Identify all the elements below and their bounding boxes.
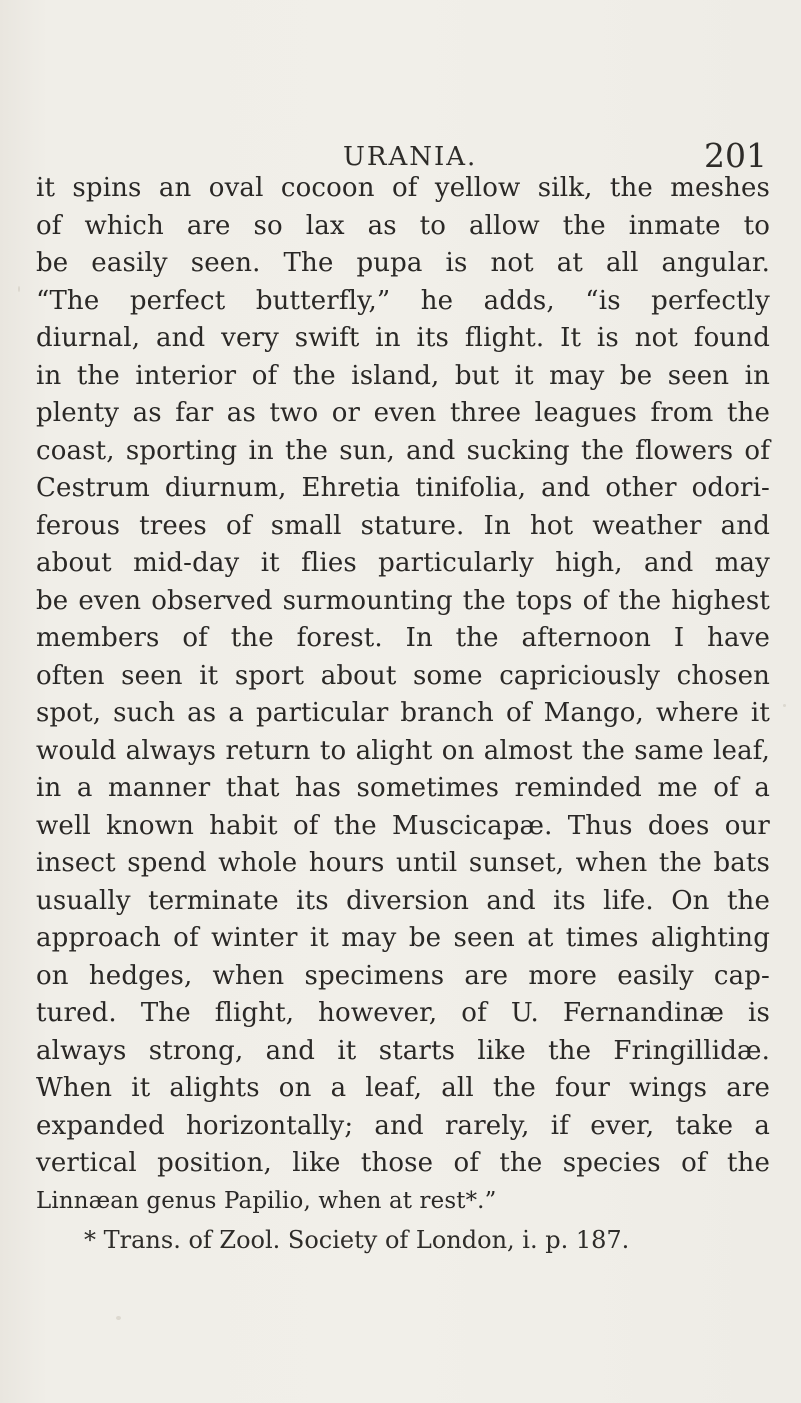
text-line: Cestrum diurnum, Ehretia tinifolia, and other odori-: [36, 473, 770, 503]
text-line: about mid-day it flies particularly high, and may: [36, 548, 770, 578]
footnote: * Trans. of Zool. Society of London, i. p. 187.: [84, 1226, 630, 1254]
text-line: always strong, and it starts like the Fringillidæ.: [36, 1035, 770, 1066]
text-line: Linnæan genus Papilio, when at rest*.”: [36, 1187, 497, 1214]
text-line: be easily seen. The pupa is not at all angular.: [36, 248, 770, 278]
text-line: would always return to alight on almost the same leaf,: [36, 735, 770, 766]
paper-speck: [18, 286, 20, 292]
text-line: of which are so lax as to allow the inmate to: [36, 210, 770, 241]
running-head-title: URANIA.: [343, 142, 478, 172]
text-line: members of the forest. In the afternoon I have: [36, 623, 770, 653]
paper-speck: [783, 704, 786, 707]
text-line: in a manner that has sometimes reminded me of a: [36, 773, 770, 803]
text-line: in the interior of the island, but it may be seen in: [36, 360, 770, 391]
text-line: be even observed surmounting the tops of the highest: [36, 585, 770, 616]
text-line: spot, such as a particular branch of Mango, where it: [36, 698, 770, 728]
text-line: coast, sporting in the sun, and sucking the flowers of: [36, 435, 770, 466]
text-line: plenty as far as two or even three leagues from the: [36, 398, 770, 428]
text-line: insect spend whole hours until sunset, when the bats: [36, 848, 770, 878]
paper-speck: [116, 1316, 121, 1320]
text-line: it spins an oval cocoon of yellow silk, the meshes: [36, 173, 770, 203]
text-line: on hedges, when specimens are more easily cap-: [36, 960, 770, 991]
running-head: [0, 126, 801, 176]
page-number: 201: [704, 136, 767, 175]
text-line: often seen it sport about some capriciously chosen: [36, 660, 770, 691]
text-line: tured. The flight, however, of U. Fernandinæ is: [36, 998, 770, 1028]
text-line: ferous trees of small stature. In hot weather and: [36, 510, 770, 541]
text-line: usually terminate its diversion and its life. On the: [36, 885, 770, 916]
text-line: well known habit of the Muscicapæ. Thus does our: [36, 810, 770, 841]
text-line: diurnal, and very swift in its flight. It is not found: [36, 323, 770, 353]
text-line: approach of winter it may be seen at times alighting: [36, 923, 770, 953]
body-paragraph: [36, 170, 770, 1220]
text-line: When it alights on a leaf, all the four wings are: [36, 1073, 770, 1103]
text-line: “The perfect butterfly,” he adds, “is perfectly: [36, 285, 770, 316]
text-line: expanded horizontally; and rarely, if ever, take a: [36, 1110, 770, 1141]
text-line: vertical position, like those of the species of the: [36, 1148, 770, 1178]
